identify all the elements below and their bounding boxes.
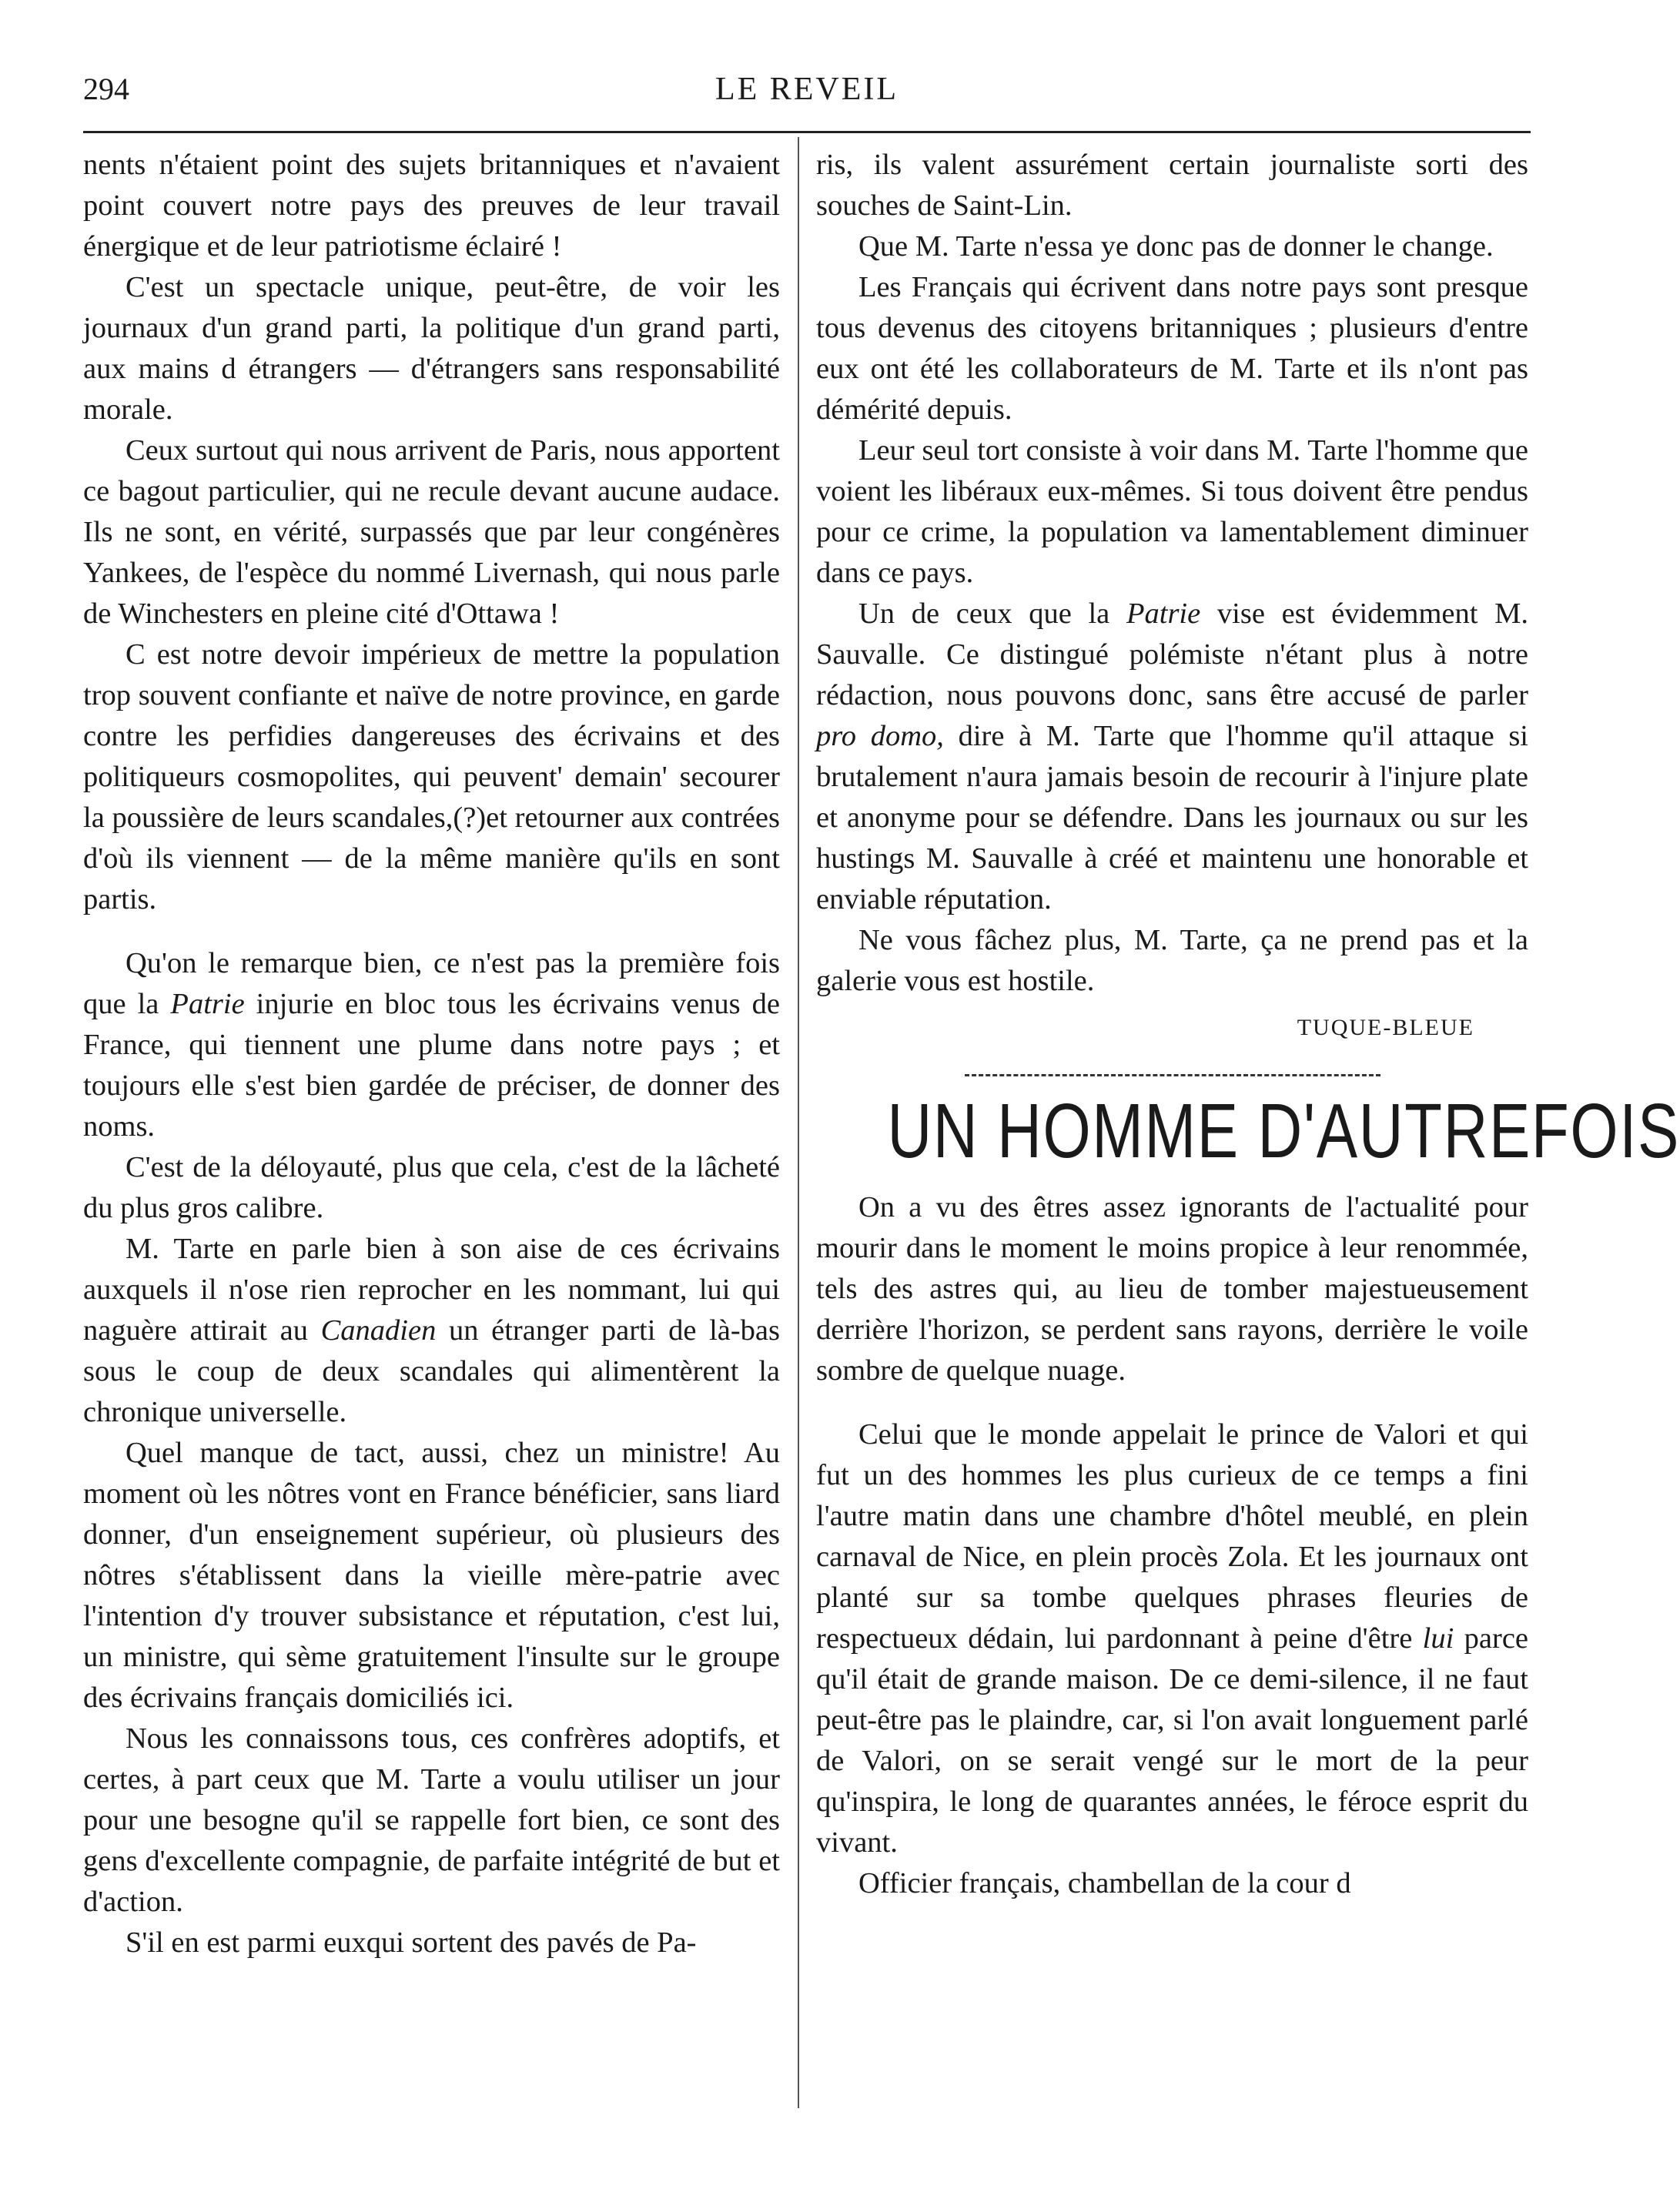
signature: TUQUE-BLEUE [1297, 1015, 1474, 1040]
page-header [83, 71, 1531, 117]
paragraph [83, 1147, 780, 1229]
article-title: UN HOMME D'AUTREFOIS [887, 1088, 1680, 1174]
paragraph [816, 267, 1528, 430]
italic-text: Canadien [320, 1314, 437, 1347]
paragraph-text: Les Français qui écrivent dans notre pays sont presque tous devenus des citoyens britanniques ; plusieurs d'entre eux ont été les collaborateurs de M. Tarte et ils n'ont pas démérité depuis. [816, 271, 1528, 426]
paragraph-text: C'est un spectacle unique, peut-être, de voir les journaux d'un grand parti, la politique d'un grand parti, aux mains d étrangers — d'étrangers sans responsabilité morale. [83, 271, 780, 426]
paragraph-text: ris, ils valent assurément certain journaliste sorti des souches de Saint-Lin. [816, 149, 1528, 222]
paragraph [816, 1187, 1528, 1391]
paragraph-text: S'il en est parmi euxqui sortent des pavés de Pa- [125, 1926, 697, 1959]
paragraph-text: un étranger parti de là-bas sous le coup de deux scandales qui alimentèrent la chronique universelle. [83, 1314, 780, 1428]
paragraph-text: parce qu'il était de grande maison. De ce demi-silence, il ne faut peut-être pas le plaindre, car, si l'on avait longuement parlé de Valori, on se serait vengé sur le mort de la peur qu'inspira, le long de quarantes années, le féroce esprit du vivant. [816, 1622, 1529, 1859]
separator-rule [965, 1074, 1380, 1076]
paragraph-text: Qu'on le remarque bien, ce n'est pas la première fois que la [83, 947, 780, 1020]
journal-title: LE REVEIL [715, 72, 899, 107]
paragraph [816, 1863, 1528, 1904]
paragraph-text: Nous les connaissons tous, ces confrères adoptifs, et certes, à part ceux que M. Tarte a voulu utiliser un jour pour une besogne qu'il se rappelle fort bien, ce sont des gens d'excellente compagnie, de parfaite intégrité de but et d'action. [83, 1722, 780, 1918]
paragraph [83, 145, 780, 267]
paragraph-text: Leur seul tort consiste à voir dans M. Tarte l'homme que voient les libéraux eux-mêmes. Si tous doivent être pendus pour ce crime, la population va lamentablement diminuer dans ce pays. [816, 434, 1528, 589]
paragraph [816, 145, 1528, 226]
paragraph [816, 920, 1528, 1002]
paragraph-text: Ceux surtout qui nous arrivent de Paris, nous apportent ce bagout particulier, qui ne recule devant aucune audace. Ils ne sont, en vérité, surpassés que par leur congénères Yankees, de l'espèce du nommé Livernash, qui nous parle de Winchesters en pleine cité d'Ottawa ! [83, 434, 780, 630]
paragraph-text: On a vu des êtres assez ignorants de l'actualité pour mourir dans le moment le moins propice à leur renommée, tels des astres qui, au lieu de tomber majestueusement derrière l'horizon, se perdent sans rayons, derrière le voile sombre de quelque nuage. [816, 1191, 1528, 1387]
paragraph-text: C est notre devoir impérieux de mettre la population trop souvent confiante et naïve de notre province, en garde contre les perfidies dangereuses des écrivains et des politiqueurs cosmopolites, qui peuvent' demain' secourer la poussière de leurs scandales,(?)et retourner aux contrées d'où ils viennent — de la même manière qu'ils en sont partis. [83, 638, 780, 915]
paragraph-text: Celui que le monde appelait le prince de Valori et qui fut un des hommes les plus curieux de ce temps a fini l'autre matin dans une chambre d'hôtel meublé, en plein carnaval de Nice, en plein procès Zola. Et les journaux ont planté sur sa tombe quelques phrases fleuries de respectueux dédain, lui pardonnant à peine d'être [816, 1418, 1528, 1655]
paragraph-text: vise est évidemment M. Sauvalle. Ce distingué polémiste n'étant plus à notre rédaction, nous pouvons donc, sans être accusé de parler [816, 597, 1528, 711]
italic-text: Patrie [1126, 597, 1201, 630]
header-rule [83, 131, 1531, 133]
paragraph [816, 594, 1528, 920]
column-divider [798, 137, 799, 2108]
paragraph [83, 1923, 780, 1963]
paragraph [83, 1229, 780, 1433]
paragraph-text: Quel manque de tact, aussi, chez un ministre! Au moment où les nôtres vont en France bénéficier, sans liard donner, d'un enseignement supérieur, où plusieurs des nôtres s'établissent dans la vieille mère-patrie avec l'intention d'y trouver subsistance et réputation, c'est lui, un ministre, qui sème gratuitement l'insulte sur le groupe des écrivains français domiciliés ici. [83, 1437, 780, 1714]
paragraph-text: C'est de la déloyauté, plus que cela, c'est de la lâcheté du plus gros calibre. [83, 1151, 780, 1224]
paragraph-text: Un de ceux que la [858, 597, 1126, 630]
paragraph-text: Ne vous fâchez plus, M. Tarte, ça ne prend pas et la galerie vous est hostile. [816, 924, 1528, 997]
right-column-text [816, 145, 1528, 1002]
paragraph [83, 1433, 780, 1719]
paragraph [83, 1719, 780, 1923]
paragraph-text: nents n'étaient point des sujets britanniques et n'avaient point couvert notre pays des preuves de leur travail énergique et de leur patriotisme éclairé ! [83, 149, 780, 263]
left-column [83, 145, 780, 1963]
paragraph-text: injurie en bloc tous les écrivains venus de France, qui tiennent une plume dans notre pays ; et toujours elle s'est bien gardée de préciser, de donner des noms. [83, 988, 780, 1143]
article-body [816, 1187, 1528, 1904]
paragraph [83, 634, 780, 920]
paragraph-text: Officier français, chambellan de la cour d [858, 1867, 1351, 1899]
paragraph [83, 430, 780, 634]
paragraph-text: Que M. Tarte n'essa ye donc pas de donner le change. [858, 230, 1494, 263]
paragraph-text: M. Tarte en parle bien à son aise de ces écrivains auxquels il n'ose rien reprocher en les nommant, lui qui naguère attirait au [83, 1233, 780, 1347]
italic-text: pro domo, [816, 720, 944, 752]
page-number: 294 [83, 72, 129, 106]
italic-text: lui [1422, 1622, 1454, 1655]
paragraph-text: dire à M. Tarte que l'homme qu'il attaque si brutalement n'aura jamais besoin de recourir à l'injure plate et anonyme pour se défendre. Dans les journaux ou sur les hustings M. Sauvalle à créé et maintenu une honorable et enviable réputation. [816, 720, 1529, 915]
paragraph [816, 1414, 1528, 1863]
paragraph [83, 267, 780, 430]
paragraph [816, 430, 1528, 594]
italic-text: Patrie [170, 988, 245, 1020]
right-column [816, 145, 1680, 1904]
paragraph [816, 226, 1528, 267]
paragraph [83, 943, 780, 1147]
